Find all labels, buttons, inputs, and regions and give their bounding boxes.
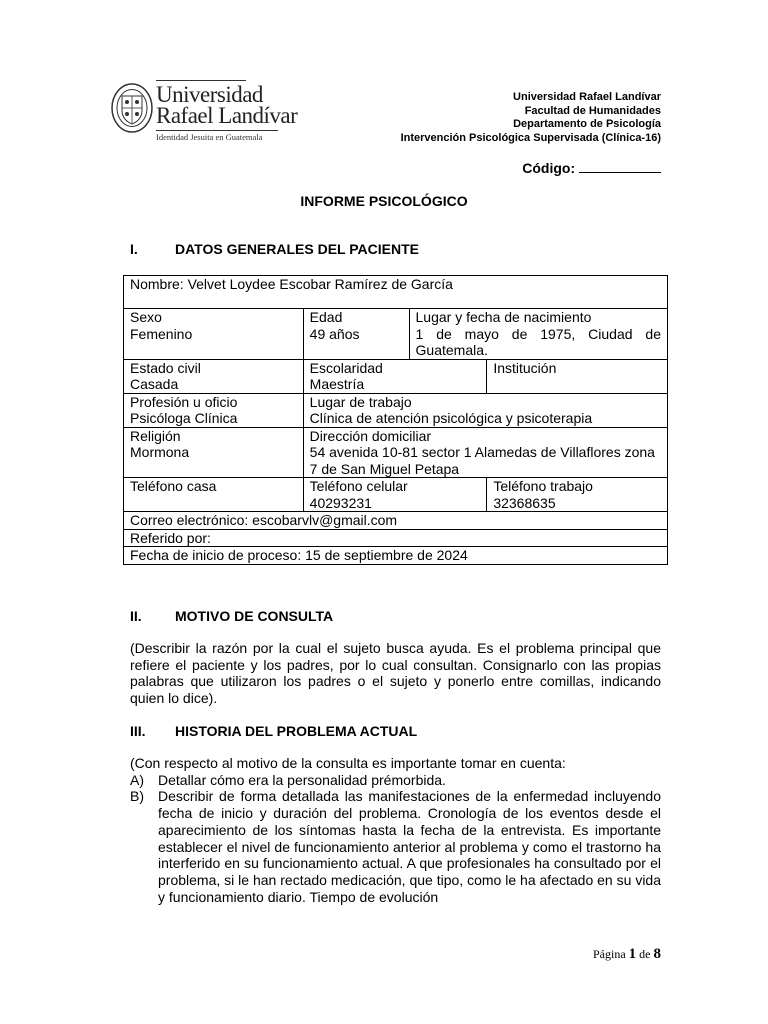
historia-intro: (Con respecto al motivo de la consulta es importante tomar en cuenta: [130, 755, 566, 771]
section-number: III. [130, 723, 146, 739]
list-marker: A) [130, 771, 144, 788]
motivo-consulta-text: (Describir la razón por la cual el sujeto busca ayuda. Es el problema principal que refiere el paciente y los padres, por lo cual consultan. Consignarlo con las propias palabras que utilizaron los padres o el sujeto y ponerlo entre comillas, indicando quien lo dice). [130, 640, 661, 707]
cell-telefono-casa [124, 478, 304, 512]
university-seal-icon [110, 82, 154, 134]
current-page: 1 [628, 946, 637, 962]
section-number: II. [130, 608, 142, 624]
cell-edad [303, 309, 409, 360]
section-heading-3 [130, 723, 417, 739]
tel-celular-label: Teléfono celular [309, 478, 408, 494]
code-label: Código: [522, 160, 576, 176]
cell-telefono-trabajo [487, 478, 668, 512]
institucion-label: Institución [493, 359, 557, 376]
profesion-label: Profesión u oficio [130, 393, 238, 410]
cell-religion [124, 427, 304, 478]
profesion-value: Psicóloga Clínica [130, 410, 238, 426]
table-row [124, 359, 668, 393]
table-row [124, 276, 668, 309]
section-title: MOTIVO DE CONSULTA [175, 608, 334, 624]
tel-casa-label: Teléfono casa [130, 478, 217, 494]
logo-tagline: Identidad Jesuita en Guatemala [156, 132, 263, 142]
university-logo [110, 80, 298, 148]
trabajo-label: Lugar de trabajo [309, 393, 412, 410]
code-blank-line [579, 160, 661, 173]
university-name: Universidad Rafael Landívar [513, 91, 661, 103]
escolaridad-value: Maestría [309, 376, 365, 392]
religion-value: Mormona [130, 444, 190, 460]
page-word: Página [593, 947, 626, 961]
nacimiento-value: 1 de mayo de 1975, Ciudad de Guatemala. [415, 325, 661, 358]
logo-rule-bottom [156, 130, 278, 131]
section-title: DATOS GENERALES DEL PACIENTE [175, 241, 419, 257]
sexo-value: Femenino [130, 325, 193, 342]
cell-telefono-celular [303, 478, 487, 512]
cell-fecha-inicio: Fecha de inicio de proceso: 15 de septiembre de 2024 [124, 547, 668, 565]
edad-value: 49 años [309, 325, 360, 342]
section-title: HISTORIA DEL PROBLEMA ACTUAL [175, 723, 418, 739]
direccion-label: Dirección domiciliar [309, 427, 432, 444]
cell-estado-civil [124, 359, 304, 393]
edad-label: Edad [309, 309, 343, 325]
logo-rule-top [156, 80, 246, 81]
list-item [130, 788, 661, 905]
department-name: Departamento de Psicología [513, 118, 661, 130]
civil-label: Estado civil [130, 359, 201, 376]
cell-lugar-trabajo [303, 393, 667, 427]
tel-trabajo-label: Teléfono trabajo [493, 478, 593, 494]
list-item-text: Detallar cómo era la personalidad prémorbida. [158, 771, 446, 788]
table-row [124, 309, 668, 360]
table-row [124, 529, 668, 547]
cell-profesion [124, 393, 304, 427]
section-heading-1 [130, 241, 419, 257]
table-row [124, 393, 668, 427]
list-item [130, 772, 661, 789]
tel-trabajo-value: 32368635 [493, 494, 556, 511]
cell-nacimiento [409, 309, 667, 360]
religion-label: Religión [130, 427, 181, 444]
table-row [124, 478, 668, 512]
trabajo-value: Clínica de atención psicológica y psicoterapia [309, 410, 593, 426]
logo-name-line2: Rafael Landívar [156, 103, 298, 128]
historia-problema [130, 755, 661, 905]
direccion-value: 54 avenida 10-81 sector 1 Alamedas de Villaflores zona 7 de San Miguel Petapa [309, 444, 655, 477]
nacimiento-label: Lugar y fecha de nacimiento [415, 309, 592, 325]
cell-correo: Correo electrónico: escobarvlv@gmail.com [124, 512, 668, 530]
table-row [124, 512, 668, 530]
of-word: de [639, 947, 651, 961]
logo-name-line1: Universidad [156, 82, 263, 107]
total-pages: 8 [653, 946, 661, 962]
page-number [593, 946, 661, 963]
code-field [522, 160, 661, 176]
tel-celular-value: 40293231 [309, 494, 372, 511]
section-heading-2 [130, 608, 333, 624]
section-number: I. [130, 241, 138, 257]
faculty-name: Facultad de Humanidades [524, 104, 661, 117]
sexo-label: Sexo [130, 309, 162, 325]
course-name: Intervención Psicológica Supervisada (Clínica-16) [400, 131, 661, 144]
civil-value: Casada [130, 376, 179, 392]
list-marker: B) [130, 788, 144, 805]
escolaridad-label: Escolaridad [309, 359, 383, 376]
table-row [124, 547, 668, 565]
cell-nombre: Nombre: Velvet Loydee Escobar Ramírez de García [124, 276, 668, 309]
table-row [124, 427, 668, 478]
cell-direccion [303, 427, 667, 478]
report-title: INFORME PSICOLÓGICO [300, 193, 468, 209]
patient-data-table [123, 275, 668, 565]
cell-sexo [124, 309, 304, 360]
institution-header [401, 91, 661, 145]
cell-referido: Referido por: [124, 529, 668, 547]
cell-institucion [487, 359, 668, 393]
cell-escolaridad [303, 359, 487, 393]
list-item-text: Describir de forma detallada las manifestaciones de la enfermedad incluyendo fecha de inicio y duración del problema. Cronología de los eventos desde el aparecimiento de los síntomas hasta la fecha de la entrevista. Es importante establecer el nivel de funcionamiento anterior al problema y como el trastorno ha interferido en su funcionamiento actual. A que profesionales ha consultado por el problema, si le han rectado medicación, que tipo, como le ha afectado en su vida y funcionamiento diario. Tiempo de evolución [158, 788, 661, 905]
